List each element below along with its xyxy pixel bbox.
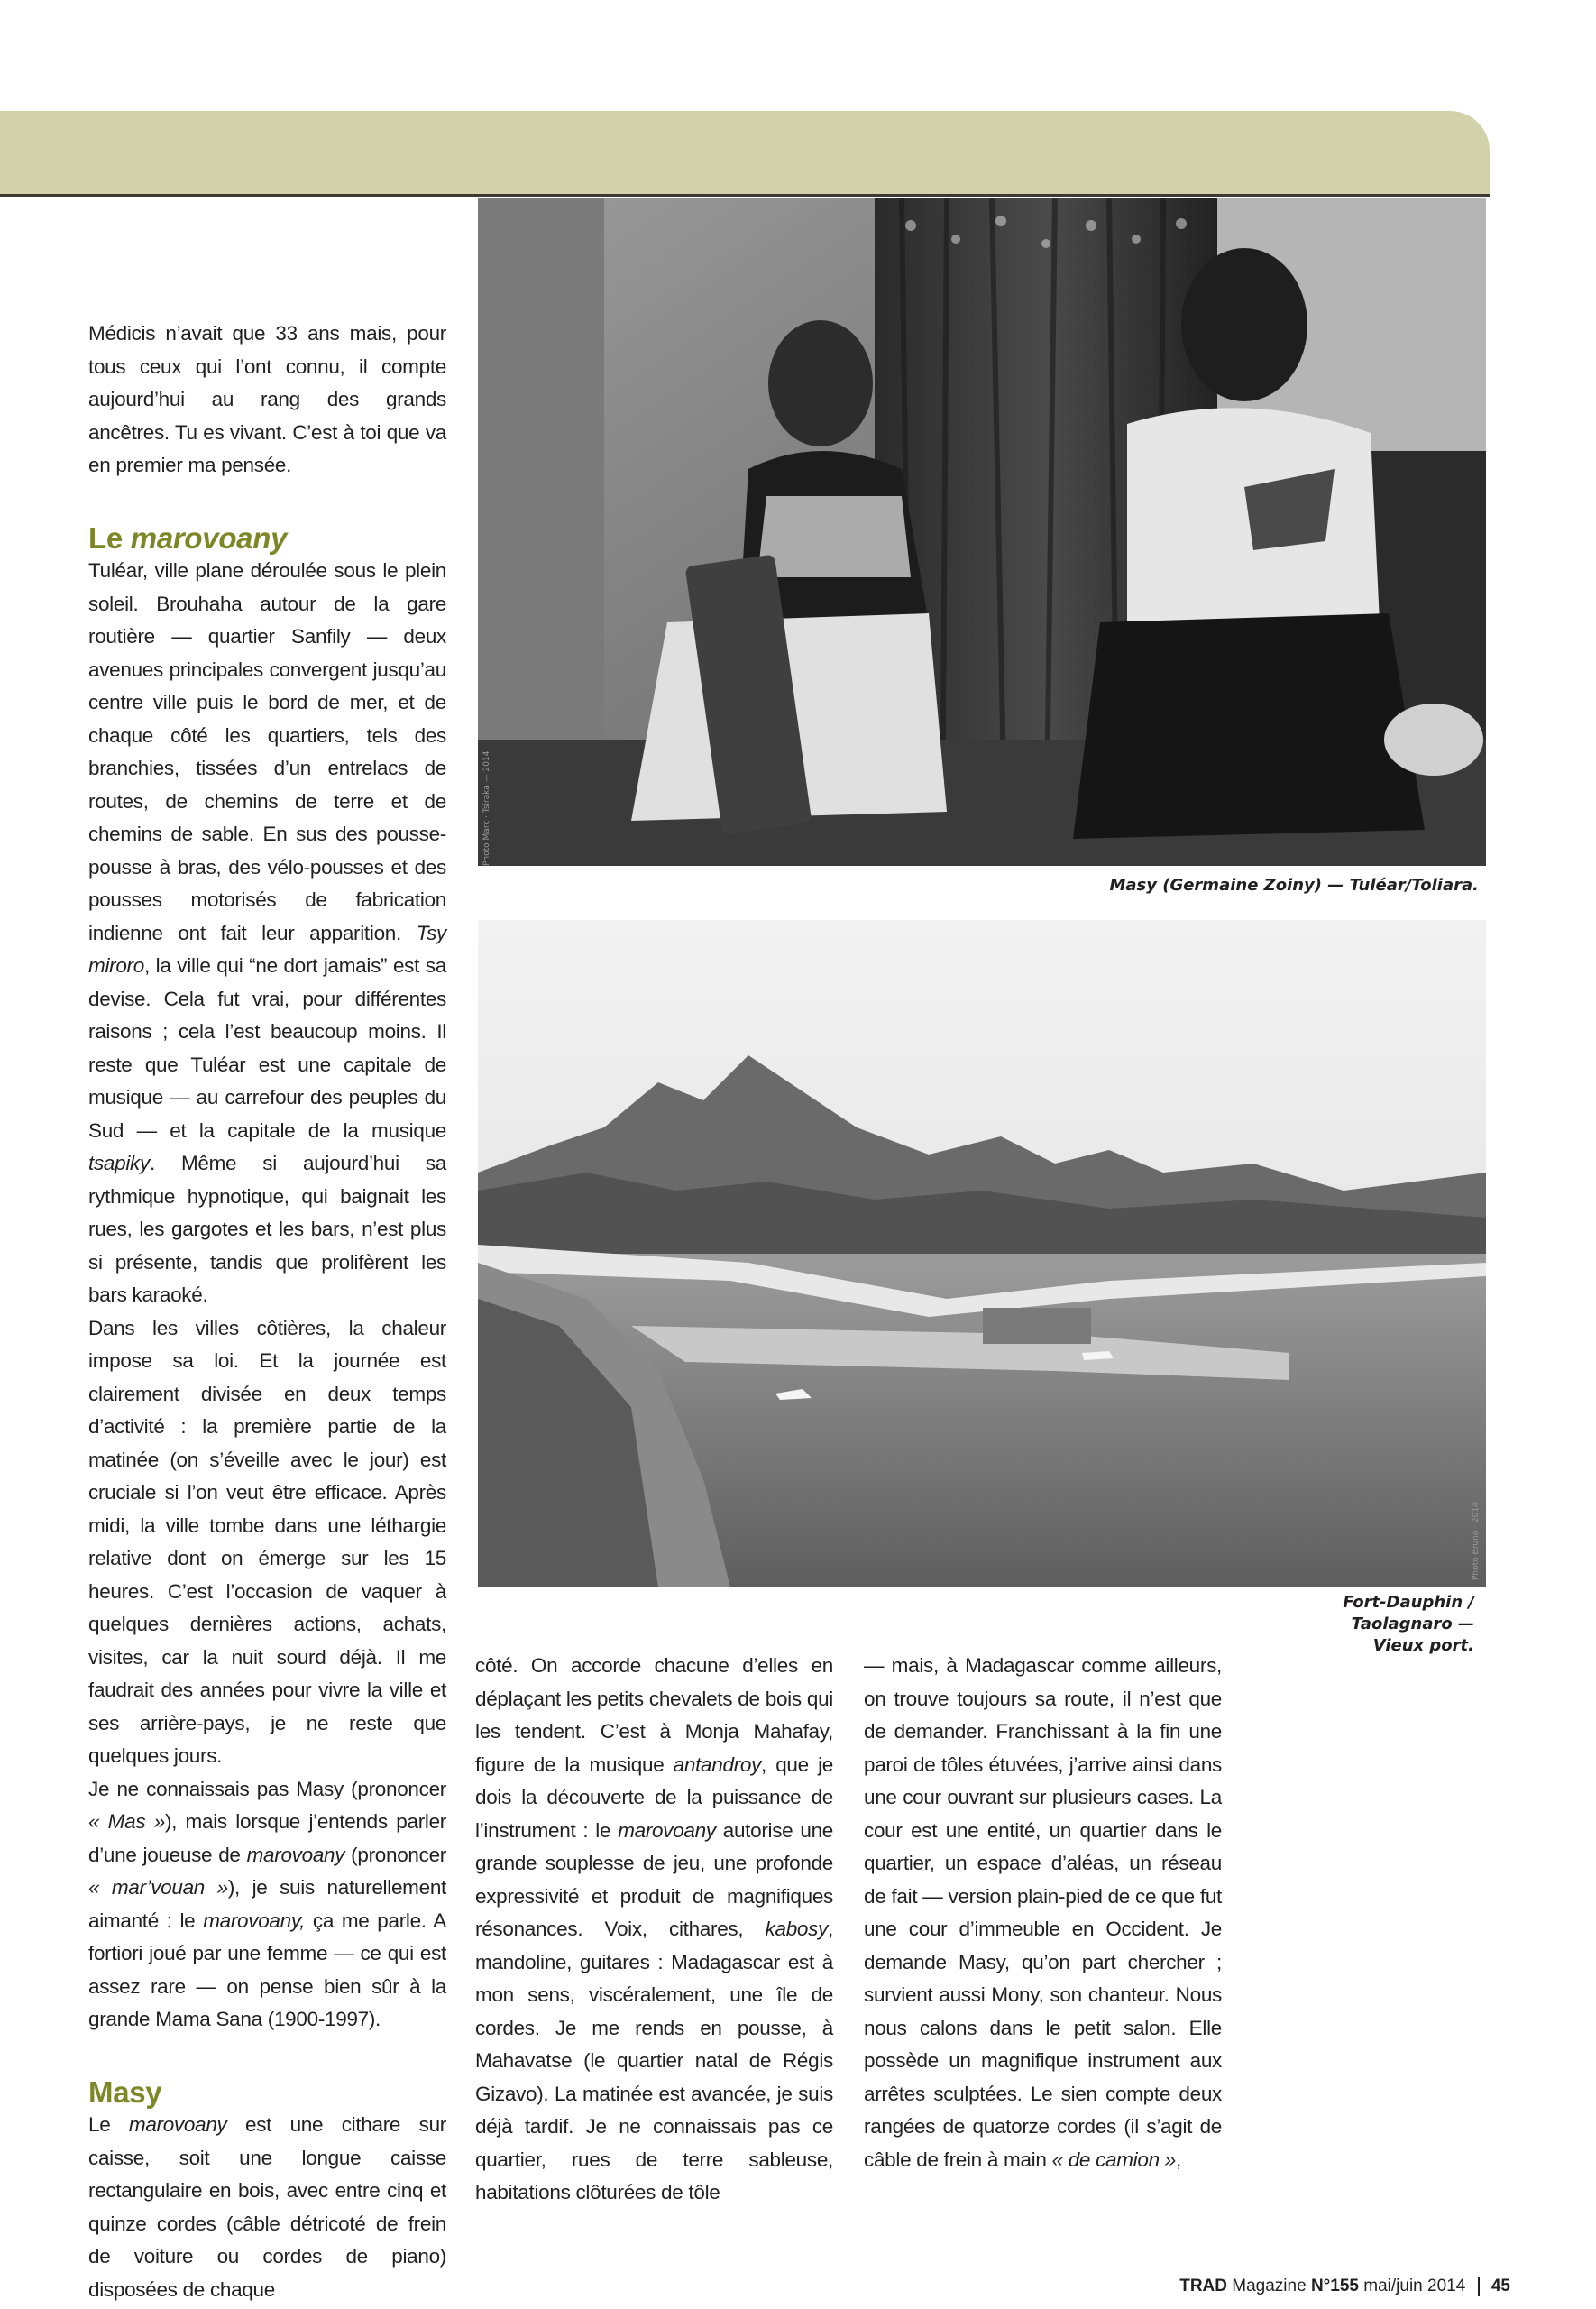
header-band — [0, 111, 1490, 196]
paragraph-villes-cotieres: Dans les villes côtières, la chaleur impose sa loi. Et la journée est clairement divisée en deux temps d’activité : la première partie de la matinée (on s’éveille avec le jour) est cruciale si l’on veut être efficace. Après midi, la ville tombe dans une léthargie relative dont on émerge sur les 15 heures. C’est l’occasion de vaquer à quelques dernières actions, achats, visites, car la nuit sourd déjà. Il me faudrait des années pour vivre la ville et ses arrière-pays, je ne reste que quelques jours. — [88, 1316, 446, 1767]
paragraph-masy-intro: Je ne connaissais pas Masy (prononcer « Mas »), mais lorsque j’entends parler d’une joueuse de marovoany (prononcer « mar’vouan »), je suis naturellement aimanté : le marovoany, ça me parle. A fortiori joué par une femme — ce qui est assez rare — on pense bien sûr à la grande Mama Sana (1900-1997). — [88, 1777, 447, 2030]
photo-fort-dauphin — [478, 920, 1486, 1587]
header-rule — [0, 194, 1490, 197]
footer-separator — [1478, 2277, 1480, 2296]
intro-paragraph: Médicis n’avait que 33 ans mais, pour tous ceux qui l’ont connu, il compte aujourd’hui au rang des grands ancêtres. Tu es vivant. C’est à toi que va en premier ma pensée. — [88, 322, 446, 476]
caption-photo-masy: Masy (Germaine Zoiny) — Tuléar/Toliara. — [1109, 876, 1479, 895]
column-3 — [864, 1650, 1222, 2176]
paragraph-cour: — mais, à Madagascar comme ailleurs, on trouve toujours sa route, il n’est que de demander. Franchissant à la fin une paroi de tôles étuvées, j’arrive ainsi dans une cour ouvrant sur plusieurs cases. La cour est une entité, un quartier dans le quartier, un espace d’aléas, un réseau de fait — version plain-pied de ce que fut une cour d’immeuble en Occident. Je demande Masy, qu’on part chercher ; survient aussi Mony, son chanteur. Nous nous calons dans le petit salon. Elle possède un magnifique instrument aux arrêtes sculptées. Le sien compte deux rangées de quatorze cordes (il s’agit de câble de frein à main « de camion », — [864, 1654, 1222, 2171]
column-1 — [88, 317, 446, 2306]
photo-port-illustration — [478, 920, 1486, 1587]
paragraph-cithare: Le marovoany est une cithare sur caisse, soit une longue caisse rectangulaire en bois, avec entre cinq et quinze cordes (câble détricoté de frein de voiture ou cordes de piano) disposées de chaque — [88, 2113, 446, 2301]
footer-brand: TRAD — [1179, 2277, 1227, 2296]
paragraph-tulear: Tuléar, ville plane déroulée sous le plein soleil. Brouhaha autour de la gare routière — quartier Sanfily — deux avenues principales convergent jusqu’au centre ville puis le bord de mer, et de chaque côté les quartiers, tels des branchies, tissées d’un entrelacs de routes, de chemins de terre et de chemins de sable. En sus des pousse-pousse à bras, des vélo-pousses et des pousses motorisés de fabrication indienne ont fait leur apparition. Tsy miroro, la ville qui “ne dort jamais” est sa devise. Cela fut vrai, pour différentes raisons ; cela l’est beaucoup moins. Il reste que Tuléar est une capitale de musique — au carrefour des peuples du Sud — et la capitale de la musique tsapiky. Même si aujourd’hui sa rythmique hypnotique, qui baignait les rues, les gargotes et les bars, n’est plus si présente, tandis que prolifèrent les bars karaoké. — [88, 559, 446, 1306]
photo-masy — [478, 198, 1486, 866]
footer-date: mai/juin 2014 — [1363, 2277, 1466, 2296]
column-2 — [475, 1650, 833, 2210]
page-number: 45 — [1491, 2277, 1510, 2296]
section-heading-marovoany: Le marovoany — [88, 520, 288, 555]
photo-credit-1: Photo Marc · Tsiraka — 2014 — [482, 750, 491, 866]
footer-magazine: Magazine — [1232, 2277, 1307, 2296]
caption-photo-fort-dauphin: Fort-Dauphin / Taolagnaro — Vieux port. — [1343, 1593, 1474, 1655]
photo-credit-2: Photo Bruno · 2014 — [1472, 1502, 1481, 1580]
page-footer — [1082, 2277, 1510, 2296]
section-heading-masy: Masy — [88, 2074, 162, 2109]
paragraph-chevalets: côté. On accorde chacune d’elles en déplaçant les petits chevalets de bois qui les tendent. C’est à Monja Mahafay, figure de la musique antandroy, que je dois la découverte de la puissance de l’instrument : le marovoany autorise une grande souplesse de jeu, une profonde expressivité et produit de magnifiques résonances. Voix, cithares, kabosy, mandoline, guitares : Madagascar est à mon sens, viscéralement, une île de cordes. Je me rends en pousse, à Mahavatse (le quartier natal de Régis Gizavo). La matinée est avancée, je suis déjà tardif. Je ne connaissais pas ce quartier, rues de terre sableuse, habitations clôturées de tôle — [475, 1654, 833, 2203]
photo-masy-illustration — [478, 198, 1486, 866]
footer-issue: N°155 — [1310, 2277, 1359, 2296]
